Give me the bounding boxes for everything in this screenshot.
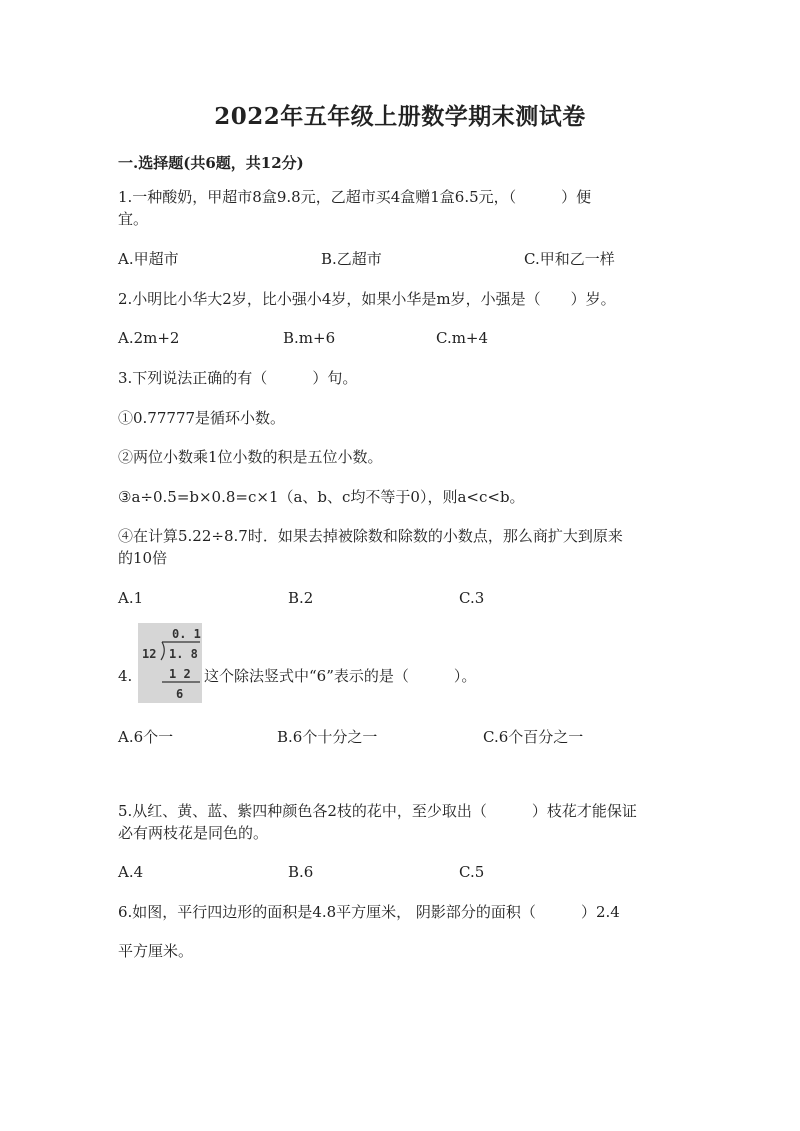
figure-product: 1 2 xyxy=(169,667,191,681)
question-1-option-a: A.甲超市 xyxy=(118,250,179,268)
question-3-option-b: B.2 xyxy=(288,589,314,607)
question-1-option-c: C.甲和乙一样 xyxy=(524,250,615,268)
long-division-figure xyxy=(138,623,202,703)
question-3-statement-3: ③a÷0.5=b×0.8=c×1（a、b、c均不等于0），则a<c<b。 xyxy=(118,488,525,506)
question-3-text: 3.下列说法正确的有（ ）句。 xyxy=(118,369,358,387)
question-2-option-a: A.2m+2 xyxy=(118,329,180,347)
figure-divisor: 12 xyxy=(142,647,157,661)
question-2-text: 2.小明比小华大2岁，比小强小4岁，如果小华是m岁，小强是（ ）岁。 xyxy=(118,290,616,308)
page-title: 2022年五年级上册数学期末测试卷 xyxy=(214,103,586,130)
question-5-option-c: C.5 xyxy=(459,863,485,881)
question-6-line-2: 平方厘米。 xyxy=(118,942,194,960)
question-4-option-c: C.6个百分之一 xyxy=(483,728,584,746)
question-4-option-b: B.6个十分之一 xyxy=(277,728,378,746)
question-5-option-a: A.4 xyxy=(118,863,144,881)
question-1-option-b: B.乙超市 xyxy=(321,250,382,268)
question-5-line-1: 5.从红、黄、蓝、紫四种颜色各2枝的花中，至少取出（ ）枝花才能保证 xyxy=(118,802,637,820)
figure-dividend: 1. 8 xyxy=(169,647,198,661)
question-3-statement-4-line-1: ④在计算5.22÷8.7时．如果去掉被除数和除数的小数点，那么商扩大到原来 xyxy=(118,527,623,545)
question-1-line-2: 宜。 xyxy=(118,210,149,228)
figure-quotient: 0. 1 xyxy=(172,627,201,641)
question-6-line-1: 6.如图，平行四边形的面积是4.8平方厘米， 阴影部分的面积（ ）2.4 xyxy=(118,903,620,921)
question-3-statement-1: ①0.77777是循环小数。 xyxy=(118,409,286,427)
question-4-text: 这个除法竖式中“6”表示的是（ ）。 xyxy=(204,667,477,685)
question-3-option-c: C.3 xyxy=(459,589,485,607)
question-3-statement-4-line-2: 的10倍 xyxy=(118,549,168,567)
figure-remainder: 6 xyxy=(176,687,184,701)
question-1-line-1: 1.一种酸奶，甲超市8盒9.8元，乙超市买4盒赠1盒6.5元，（ ）便 xyxy=(118,188,592,206)
question-4-number: 4. xyxy=(118,667,133,685)
question-2-option-b: B.m+6 xyxy=(283,329,336,347)
question-4-option-a: A.6个一 xyxy=(118,728,174,746)
question-5-line-2: 必有两枝花是同色的。 xyxy=(118,824,269,842)
question-3-option-a: A.1 xyxy=(118,589,144,607)
question-2-option-c: C.m+4 xyxy=(436,329,489,347)
question-3-statement-2: ②两位小数乘1位小数的积是五位小数。 xyxy=(118,448,383,466)
question-5-option-b: B.6 xyxy=(288,863,314,881)
section-heading: 一.选择题(共6题，共12分) xyxy=(118,154,304,172)
